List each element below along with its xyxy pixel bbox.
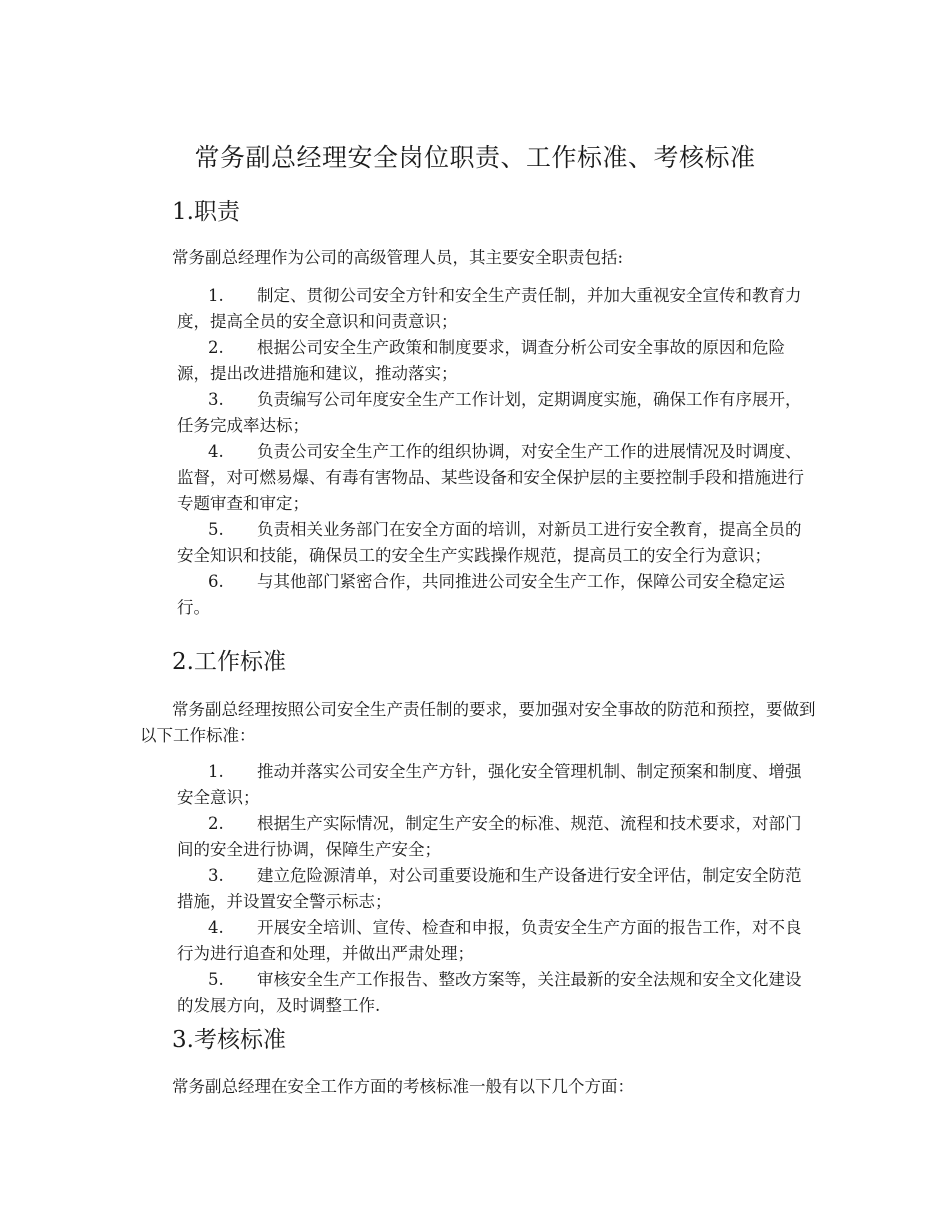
list-item-text: 审核安全生产工作报告、整改方案等，关注最新的安全法规和安全文化建设的发展方向，及时调整工作. <box>177 970 802 1015</box>
list-item-text: 负责公司安全生产工作的组织协调，对安全生产工作的进展情况及时调度、监督，对可燃易爆、有毒有害物品、某些设备和安全保护层的主要控制手段和措施进行专题审查和审定； <box>177 442 804 513</box>
section-intro-work-standards: 常务副总经理按照公司安全生产责任制的要求，要加强对安全事故的防范和预控，要做到以下工作标准： <box>140 700 816 745</box>
list-item-number: 3. <box>208 866 224 885</box>
list-item-text: 负责编写公司年度安全生产工作计划，定期调度实施，确保工作有序展开，任务完成率达标； <box>177 390 802 435</box>
list-item-text: 开展安全培训、宣传、检查和申报，负责安全生产方面的报告工作，对不良行为进行追查和处理，并做出严肃处理； <box>177 918 802 963</box>
section-heading-duties: 1.职责 <box>172 199 240 225</box>
list-item <box>177 439 817 517</box>
list-item <box>177 863 817 915</box>
list-item <box>177 915 817 967</box>
document-title: 常务副总经理安全岗位职责、工作标准、考核标准 <box>194 143 756 172</box>
section-intro-assessment: 常务副总经理在安全工作方面的考核标准一般有以下几个方面： <box>172 1077 634 1096</box>
list-item-number: 6. <box>208 572 224 591</box>
section-intro-duties: 常务副总经理作为公司的高级管理人员，其主要安全职责包括: <box>172 248 624 267</box>
list-item <box>177 569 817 621</box>
list-item-number: 4. <box>208 442 224 461</box>
list-item-text: 与其他部门紧密合作，共同推进公司安全生产工作，保障公司安全稳定运行。 <box>177 572 785 617</box>
list-item <box>177 517 817 569</box>
list-item-text: 推动并落实公司安全生产方针，强化安全管理机制、制定预案和制度、增强安全意识； <box>177 762 802 807</box>
list-item-text: 建立危险源清单，对公司重要设施和生产设备进行安全评估，制定安全防范措施，并设置安全警示标志； <box>177 866 802 911</box>
list-item <box>177 759 817 811</box>
list-item-number: 1. <box>208 286 224 305</box>
work-standards-list <box>177 759 817 1019</box>
list-item <box>177 283 817 335</box>
list-item-text: 制定、贯彻公司安全方针和安全生产责任制，并加大重视安全宣传和教育力度，提高全员的安全意识和问责意识； <box>177 286 802 331</box>
list-item <box>177 335 817 387</box>
list-item-number: 3. <box>208 390 224 409</box>
list-item <box>177 387 817 439</box>
list-item-number: 1. <box>208 762 224 781</box>
list-item-text: 根据生产实际情况，制定生产安全的标准、规范、流程和技术要求，对部门间的安全进行协调，保障生产安全； <box>177 814 802 859</box>
list-item-number: 2. <box>208 814 224 833</box>
section-heading-work-standards: 2.工作标准 <box>172 649 286 675</box>
list-item-number: 5. <box>208 970 224 989</box>
list-item-number: 2. <box>208 338 224 357</box>
list-item-text: 根据公司安全生产政策和制度要求，调查分析公司安全事故的原因和危险源，提出改进措施和建议，推动落实； <box>177 338 785 383</box>
list-item <box>177 967 817 1019</box>
section-heading-assessment: 3.考核标准 <box>172 1027 286 1053</box>
list-item-text: 负责相关业务部门在安全方面的培训，对新员工进行安全教育，提高全员的安全知识和技能，确保员工的安全生产实践操作规范，提高员工的安全行为意识； <box>177 520 802 565</box>
list-item-number: 5. <box>208 520 224 539</box>
list-item <box>177 811 817 863</box>
duties-list <box>177 283 817 621</box>
list-item-number: 4. <box>208 918 224 937</box>
